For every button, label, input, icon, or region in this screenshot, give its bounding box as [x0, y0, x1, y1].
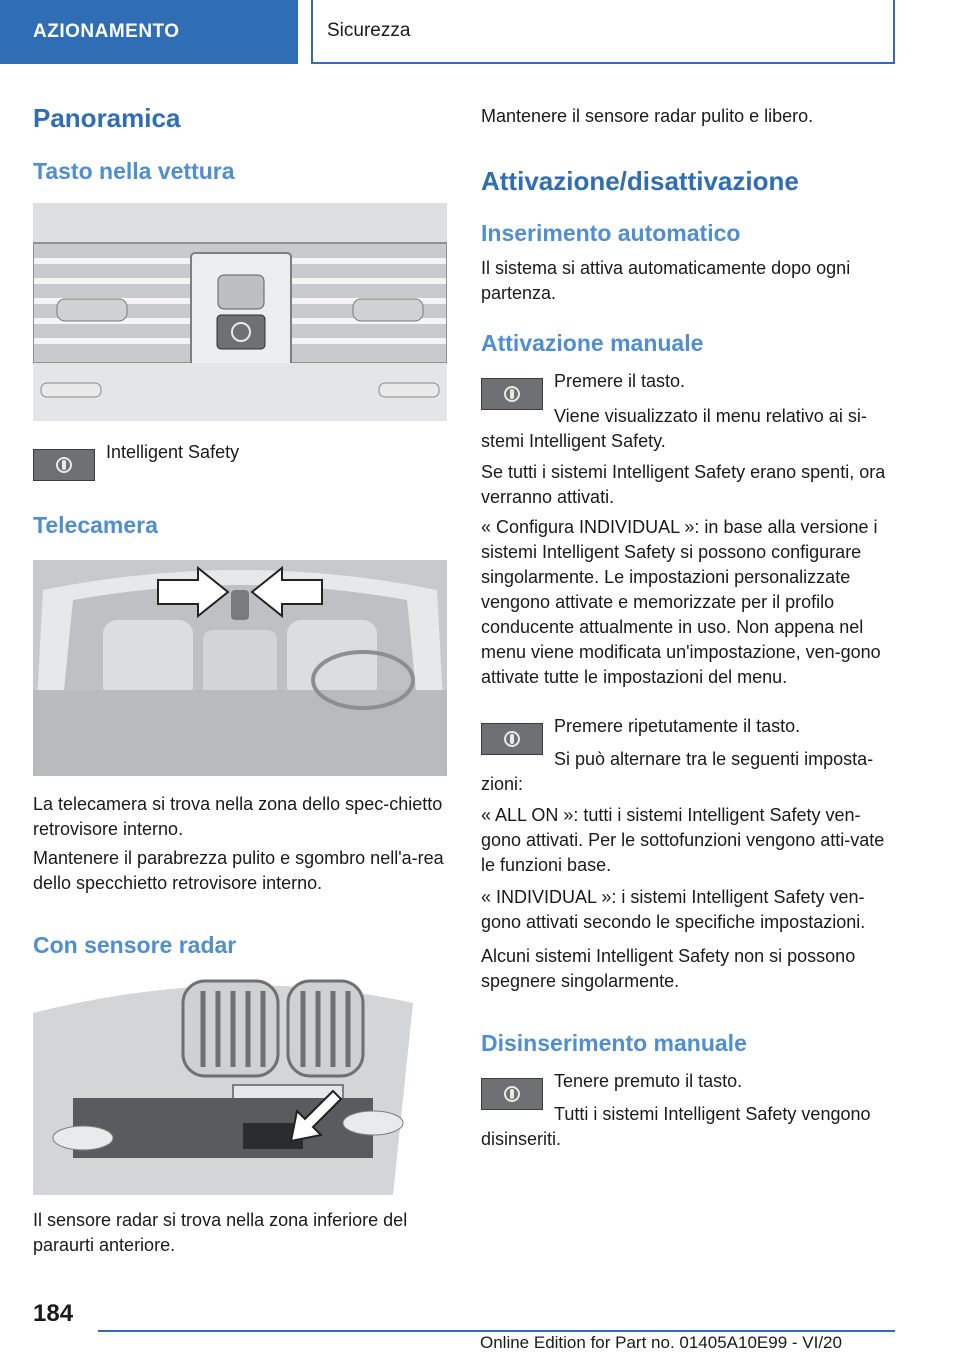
manual-text-2: « Configura INDIVIDUAL »: in base alla versione i sistemi Intelligent Safety si possono configurare singolarmente. Le impostazioni personalizzate vengono attivate e memorizzate per il profilo conducente attualmente in uso. Non appena nel menu viene modificata un'impostazione, ven-gono attivate tutte le impostazioni del menu.	[481, 517, 881, 687]
title-panoramica: Panoramica	[33, 103, 181, 133]
repeat-step-2: Si può alternare tra le seguenti imposta-zioni:	[481, 749, 874, 794]
all-on-text: « ALL ON »: tutti i sistemi Intelligent Safety ven-gono attivati. Per le sottofunzioni vengono atti-vate le funzioni base.	[481, 805, 885, 875]
section-tab: AZIONAMENTO	[0, 0, 298, 64]
off-step-2: Tutti i sistemi Intelligent Safety vengono disinseriti.	[481, 1104, 871, 1149]
radar-sensor-image	[33, 973, 447, 1195]
manual-step-2: Viene visualizzato il menu relativo ai si-stemi Intelligent Safety.	[481, 406, 867, 451]
radar-text: Il sensore radar si trova nella zona inferiore del paraurti anteriore.	[33, 1210, 408, 1255]
camera-text-1: La telecamera si trova nella zona dello spec-chietto retrovisore interno.	[33, 794, 443, 839]
individual-text: « INDIVIDUAL »: i sistemi Intelligent Safety ven-gono attivati secondo le specifiche impostazioni.	[481, 887, 866, 932]
subtitle-manual: Attivazione manuale	[481, 330, 704, 356]
camera-text-2: Mantenere il parabrezza pulito e sgombro nell'a-rea dello specchietto retrovisore interno.	[33, 848, 444, 893]
radar-clean-text: Mantenere il sensore radar pulito e libero.	[481, 106, 814, 126]
off-step-1: Tenere premuto il tasto.	[554, 1071, 743, 1091]
subtitle-camera: Telecamera	[33, 512, 158, 538]
button-in-vehicle-image	[33, 203, 447, 421]
chapter-title: Sicurezza	[311, 0, 895, 64]
subtitle-auto: Inserimento automatico	[481, 220, 741, 246]
subtitle-radar: Con sensore radar	[33, 932, 237, 958]
footer-rule	[98, 1330, 895, 1332]
repeat-step-1: Premere ripetutamente il tasto.	[554, 716, 801, 736]
manual-step-1: Premere il tasto.	[554, 371, 686, 391]
intelligent-safety-button-icon	[33, 449, 95, 481]
manual-text-1: Se tutti i sistemi Intelligent Safety erano spenti, ora verranno attivati.	[481, 462, 886, 507]
page-number: 184	[33, 1300, 74, 1327]
subtitle-off: Disinserimento manuale	[481, 1030, 747, 1056]
edition-note: Online Edition for Part no. 01405A10E99 - VI/20	[480, 1333, 842, 1352]
subtitle-button: Tasto nella vettura	[33, 158, 235, 184]
intelligent-safety-label: Intelligent Safety	[106, 442, 240, 462]
some-systems-text: Alcuni sistemi Intelligent Safety non si possono spegnere singolarmente.	[481, 946, 856, 991]
camera-location-image	[33, 560, 447, 776]
title-activation: Attivazione/disattivazione	[481, 166, 799, 196]
auto-text: Il sistema si attiva automaticamente dopo ogni partenza.	[481, 258, 851, 303]
